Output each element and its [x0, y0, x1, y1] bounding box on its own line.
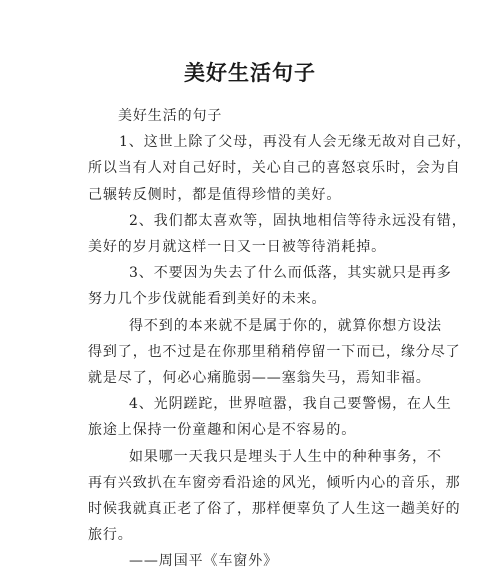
paragraph-line: 努力几个步伐就能看到美好的未来。 [88, 291, 327, 308]
paragraph-line: 旅行。 [88, 527, 133, 544]
attribution-line: ——周国平《车窗外》 [129, 553, 278, 570]
paragraph-line: 4、光阴蹉跎，世界喧嚣，我自己要警惕，在人生 [129, 396, 452, 413]
paragraph-line: 时候我就真正老了俗了，那样便辜负了人生这一趟美好的 [88, 501, 461, 518]
document-body [88, 103, 472, 575]
paragraph-line: 己辗转反侧时，都是值得珍惜的美好。 [88, 186, 342, 203]
paragraph-line: 美好的岁月就这样一日又一日被等待消耗掉。 [88, 239, 386, 256]
paragraph-line: 所以当有人对自己好时，关心自己的喜怒哀乐时，会为自 [88, 160, 461, 177]
paragraph-line: 1、这世上除了父母，再没有人会无缘无故对自己好， [119, 134, 472, 151]
paragraph-line: 得不到的本来就不是属于你的，就算你想方设法 [129, 317, 442, 334]
document-title: 美好生活句子 [184, 60, 316, 85]
paragraph-line: 旅途上保持一份童趣和闲心是不容易的。 [88, 422, 357, 439]
paragraph-line: 3、不要因为失去了什么而低落，其实就只是再多 [129, 265, 452, 282]
subtitle-line: 美好生活的句子 [118, 108, 223, 124]
paragraph-line: 得到了，也不过是在你那里稍稍停留一下而已，缘分尽了 [88, 343, 461, 360]
paragraph-line: 再有兴致扒在车窗旁看沿途的风光，倾听内心的音乐，那 [88, 474, 461, 491]
paragraph-line: 2、我们都太喜欢等，固执地相信等待永远没有错， [129, 212, 467, 229]
paragraph-line: 如果哪一天我只是埋头于人生中的种种事务，不 [129, 448, 442, 465]
paragraph-line: 就是尽了，何必心痛脆弱——塞翁失马，焉知非福。 [88, 370, 431, 387]
